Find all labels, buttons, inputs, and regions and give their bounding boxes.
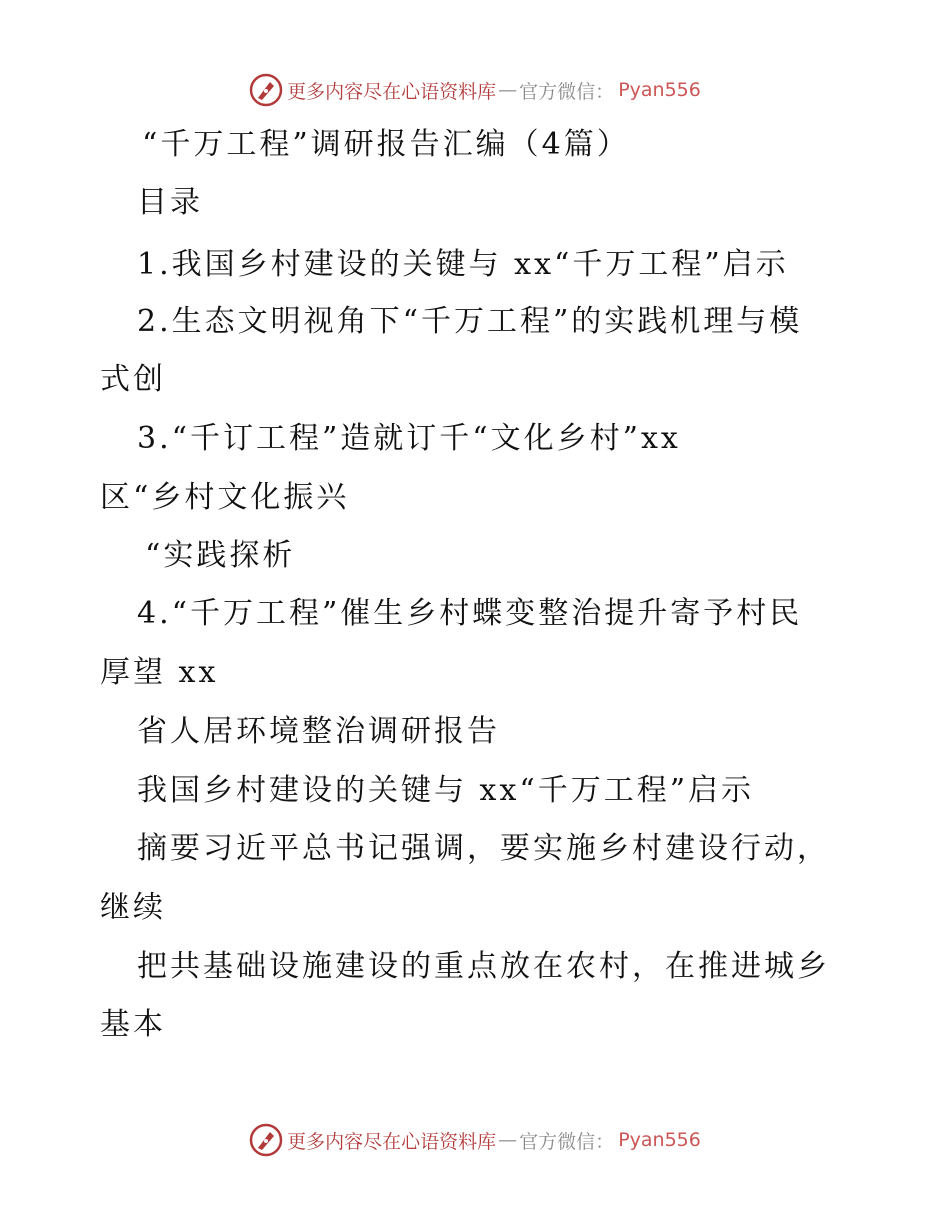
banner-separator: — <box>498 79 518 101</box>
pen-nib-icon <box>249 1123 283 1157</box>
body-line: 继续 <box>100 890 166 925</box>
section-heading: 我国乡村建设的关键与 xx“千万工程”启示 <box>137 773 755 808</box>
footer-watermark-banner <box>0 1120 950 1160</box>
header-watermark-banner <box>0 70 950 110</box>
toc-line: 2.生态文明视角下“千万工程”的实践机理与模 <box>137 304 803 339</box>
banner-wechat-id: Pyan556 <box>618 79 701 101</box>
toc-line: 省人居环境整治调研报告 <box>137 714 500 749</box>
body-line: 把共基础设施建设的重点放在农村，在推进城乡 <box>137 949 830 984</box>
body-line: 基本 <box>100 1007 166 1042</box>
banner-wechat-label: 官方微信： <box>519 1130 615 1153</box>
body-line: 摘要习近平总书记强调，要实施乡村建设行动， <box>137 831 830 866</box>
toc-line: 式创 <box>100 362 166 397</box>
toc-line: 1.我国乡村建设的关键与 xx“千万工程”启示 <box>137 247 789 282</box>
pen-nib-icon <box>249 73 283 107</box>
toc-line: “实践探析 <box>145 538 296 573</box>
toc-line: 区“乡村文化振兴 <box>100 480 350 515</box>
banner-text: 更多内容尽在心语资料库 <box>287 1130 497 1153</box>
banner-separator: — <box>498 1129 518 1151</box>
toc-line: 厚望 xx <box>100 655 219 690</box>
banner-wechat-label: 官方微信： <box>519 80 615 103</box>
banner-wechat-id: Pyan556 <box>618 1129 701 1151</box>
toc-heading: 目录 <box>137 185 203 220</box>
toc-line: 4.“千万工程”催生乡村蝶变整治提升寄予村民 <box>137 596 803 631</box>
document-title: “千万工程”调研报告汇编（4篇） <box>142 127 630 162</box>
toc-line: 3.“千订工程”造就订千“文化乡村”xx <box>137 421 681 456</box>
banner-text: 更多内容尽在心语资料库 <box>287 80 497 103</box>
